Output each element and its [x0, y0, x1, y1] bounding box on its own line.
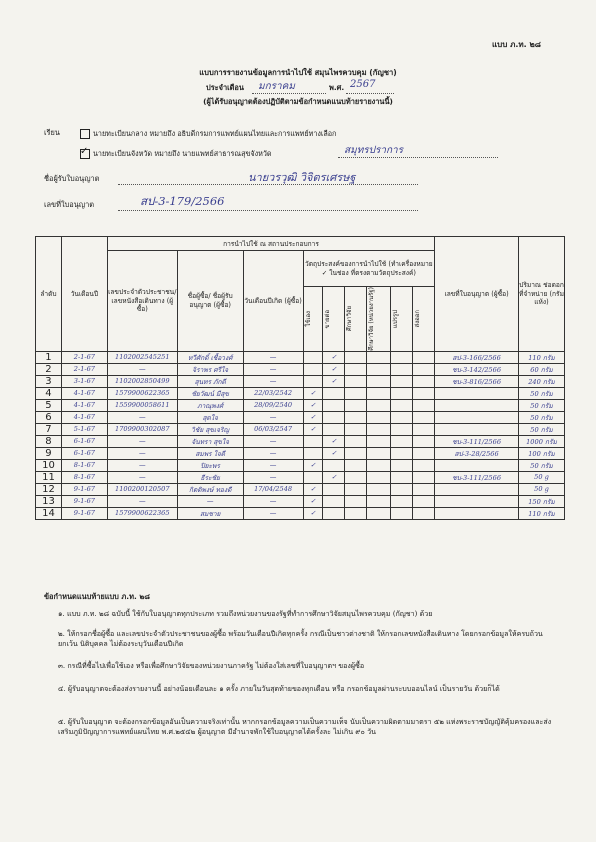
header-purpose-process: แปรรูป — [392, 309, 400, 328]
row-quantity[interactable]: 150 กรัม — [518, 495, 564, 507]
row-quantity[interactable]: 50 g — [518, 471, 564, 483]
row-number[interactable]: 11 — [36, 471, 62, 483]
row-quantity[interactable]: 110 กรัม — [518, 507, 564, 519]
row-date[interactable]: 6-1-67 — [61, 447, 107, 459]
row-birth-date[interactable]: — — [243, 351, 303, 363]
row-purpose-research[interactable] — [367, 363, 391, 375]
row-date[interactable]: 5-1-67 — [61, 423, 107, 435]
licensee-value: นายวรวุฒิ วิจิตรเศรษฐ — [248, 171, 356, 184]
row-purpose-sell[interactable] — [323, 423, 345, 435]
form-code: แบบ ภ.ท. ๒๘ — [492, 40, 541, 49]
row-purpose-research[interactable] — [367, 471, 391, 483]
row-purpose-study[interactable] — [345, 387, 367, 399]
row-number[interactable]: 1 — [36, 351, 62, 363]
header-purpose-use: ใช้เอง — [304, 311, 312, 327]
row-purpose-sell[interactable] — [323, 507, 345, 519]
row-id-card[interactable]: 1709900302087 — [107, 423, 177, 435]
row-id-card[interactable]: — — [107, 471, 177, 483]
licensee-label: ชื่อผู้รับใบอนุญาต — [44, 174, 100, 183]
row-birth-date[interactable]: 06/03/2547 — [243, 423, 303, 435]
header-buyer: ชื่อผู้ซื้อ/ ชื่อผู้รับอนุญาต (ผู้ซื้อ) — [177, 251, 243, 352]
row-purpose-sell[interactable] — [323, 483, 345, 495]
row-id-card[interactable]: 1579900622365 — [107, 507, 177, 519]
row-birth-date[interactable]: — — [243, 435, 303, 447]
row-purpose-sell[interactable]: ✓ — [323, 351, 345, 363]
row-purpose-study[interactable] — [345, 495, 367, 507]
row-purpose-process[interactable] — [391, 483, 413, 495]
row-purpose-use[interactable] — [303, 471, 323, 483]
row-number[interactable]: 8 — [36, 435, 62, 447]
row-id-card[interactable]: — — [107, 435, 177, 447]
row-license-no[interactable] — [435, 495, 519, 507]
row-purpose-research[interactable] — [367, 459, 391, 471]
row-purpose-use[interactable]: ✓ — [303, 399, 323, 411]
row-quantity[interactable]: 50 กรัม — [518, 459, 564, 471]
row-id-card[interactable]: 1102002545251 — [107, 351, 177, 363]
row-buyer-name[interactable]: จันทรา สุขใจ — [177, 435, 243, 447]
row-birth-date[interactable]: 22/03/2542 — [243, 387, 303, 399]
header-purpose-group: วัตถุประสงค์ของการนำไปใช้ (ทำเครื่องหมาย ✓ ในช่อง ที่ตรงตามวัตถุประสงค์) — [303, 251, 435, 287]
row-birth-date[interactable]: — — [243, 471, 303, 483]
row-buyer-name[interactable]: สุนทร ภักดี — [177, 375, 243, 387]
row-purpose-process[interactable] — [391, 435, 413, 447]
row-id-card[interactable]: — — [107, 459, 177, 471]
table-row — [36, 483, 565, 495]
row-purpose-sell[interactable]: ✓ — [323, 363, 345, 375]
province-field[interactable] — [338, 145, 498, 158]
row-purpose-sell[interactable]: ✓ — [323, 471, 345, 483]
month-value: มกราคม — [258, 81, 295, 92]
row-birth-date[interactable]: 17/04/2548 — [243, 483, 303, 495]
page-title: แบบการรายงานข้อมูลการนำไปใช้ สมุนไพรควบคุม (กัญชา) — [199, 68, 397, 77]
row-purpose-study[interactable] — [345, 447, 367, 459]
central-checkbox[interactable] — [80, 129, 90, 139]
header-purpose-export: ส่งออก — [414, 310, 422, 328]
table-row — [36, 435, 565, 447]
row-purpose-export[interactable] — [413, 483, 435, 495]
row-date[interactable]: 9-1-67 — [61, 483, 107, 495]
row-buyer-name[interactable]: ธีระชัย — [177, 471, 243, 483]
row-purpose-research[interactable] — [367, 507, 391, 519]
row-buyer-name[interactable]: สุดใจ — [177, 411, 243, 423]
month-field[interactable] — [252, 81, 326, 94]
row-purpose-export[interactable] — [413, 351, 435, 363]
row-purpose-use[interactable]: ✓ — [303, 483, 323, 495]
row-date[interactable]: 9-1-67 — [61, 507, 107, 519]
row-purpose-process[interactable] — [391, 507, 413, 519]
row-purpose-export[interactable] — [413, 387, 435, 399]
row-number[interactable]: 4 — [36, 387, 62, 399]
row-license-no[interactable] — [435, 411, 519, 423]
row-purpose-sell[interactable] — [323, 387, 345, 399]
row-buyer-name[interactable]: — — [177, 495, 243, 507]
row-purpose-export[interactable] — [413, 435, 435, 447]
row-number[interactable]: 14 — [36, 507, 62, 519]
row-purpose-process[interactable] — [391, 447, 413, 459]
note-1: ๑. แบบ ภ.ท. ๒๘ ฉบับนี้ ใช้กับใบอนุญาตทุกประเภท รวมถึงหน่วยงานของรัฐที่ทำการศึกษาวิจัยสมุนไพรควบคุม (กัญชา) ด้วย — [58, 609, 433, 618]
row-date[interactable]: 4-1-67 — [61, 411, 107, 423]
row-license-no[interactable]: ชบ-3-142/2566 — [435, 363, 519, 375]
registrar-province-option[interactable] — [80, 146, 272, 159]
row-quantity[interactable]: 50 กรัม — [518, 387, 564, 399]
row-purpose-use[interactable] — [303, 447, 323, 459]
row-number[interactable]: 13 — [36, 495, 62, 507]
table-row — [36, 423, 565, 435]
row-number[interactable]: 10 — [36, 459, 62, 471]
row-license-no[interactable] — [435, 507, 519, 519]
row-license-no[interactable] — [435, 459, 519, 471]
license-no-label: เลขที่ใบอนุญาต — [44, 200, 95, 209]
row-purpose-export[interactable] — [413, 411, 435, 423]
row-id-card[interactable]: 1559900058611 — [107, 399, 177, 411]
row-purpose-process[interactable] — [391, 495, 413, 507]
row-purpose-research[interactable] — [367, 351, 391, 363]
year-value: 2567 — [350, 79, 376, 90]
row-purpose-use[interactable]: ✓ — [303, 411, 323, 423]
row-license-no[interactable] — [435, 399, 519, 411]
row-purpose-study[interactable] — [345, 459, 367, 471]
row-number[interactable]: 9 — [36, 447, 62, 459]
row-birth-date[interactable]: 28/09/2540 — [243, 399, 303, 411]
row-quantity[interactable]: 60 กรัม — [518, 363, 564, 375]
table-row — [36, 471, 565, 483]
row-purpose-export[interactable] — [413, 399, 435, 411]
header-purpose-research: ศึกษาวิจัย (หน่วยงานรัฐ) — [368, 287, 376, 351]
table-row — [36, 447, 565, 459]
header-qty: ปริมาณ ช่อดอก ที่จำหน่าย (กรัมแห้ง) — [518, 237, 564, 352]
note-3: ๓. กรณีที่ซื้อไปเพื่อใช้เอง หรือเพื่อศึกษาวิจัยของหน่วยงานภาครัฐ ไม่ต้องใส่เลขที่ใบอนุญาตฯ ของผู้ซื้อ — [58, 661, 365, 670]
row-purpose-process[interactable] — [391, 387, 413, 399]
row-birth-date[interactable]: — — [243, 375, 303, 387]
row-license-no[interactable]: สป-3-28/2566 — [435, 447, 519, 459]
row-purpose-sell[interactable] — [323, 411, 345, 423]
row-license-no[interactable] — [435, 423, 519, 435]
row-purpose-research[interactable] — [367, 399, 391, 411]
row-license-no[interactable]: ชบ-3-111/2566 — [435, 471, 519, 483]
row-date[interactable]: 9-1-67 — [61, 495, 107, 507]
row-purpose-process[interactable] — [391, 363, 413, 375]
row-purpose-sell[interactable]: ✓ — [323, 435, 345, 447]
row-purpose-process[interactable] — [391, 471, 413, 483]
row-buyer-name[interactable]: ทวีศักดิ์ เชื้อวงศ์ — [177, 351, 243, 363]
row-buyer-name[interactable]: วิชัย สุขเจริญ — [177, 423, 243, 435]
notes-title: ข้อกำหนดแนบท้ายแบบ ภ.ท. ๒๘ — [44, 592, 150, 601]
row-date[interactable]: 4-1-67 — [61, 387, 107, 399]
row-purpose-research[interactable] — [367, 411, 391, 423]
row-purpose-use[interactable] — [303, 435, 323, 447]
row-buyer-name[interactable]: ปิยะพร — [177, 459, 243, 471]
row-purpose-sell[interactable]: ✓ — [323, 447, 345, 459]
month-label: ประจำเดือน — [206, 83, 244, 92]
row-purpose-use[interactable]: ✓ — [303, 387, 323, 399]
row-buyer-name[interactable]: สมพร ใจดี — [177, 447, 243, 459]
row-license-no[interactable] — [435, 387, 519, 399]
row-birth-date[interactable]: — — [243, 411, 303, 423]
row-quantity[interactable]: 100 กรัม — [518, 447, 564, 459]
table-row — [36, 459, 565, 471]
row-date[interactable]: 8-1-67 — [61, 459, 107, 471]
row-quantity[interactable]: 240 กรัม — [518, 375, 564, 387]
row-purpose-use[interactable]: ✓ — [303, 495, 323, 507]
row-purpose-use[interactable]: ✓ — [303, 459, 323, 471]
row-purpose-export[interactable] — [413, 471, 435, 483]
province-value: สมุทรปราการ — [344, 145, 404, 156]
row-number[interactable]: 5 — [36, 399, 62, 411]
row-purpose-process[interactable] — [391, 375, 413, 387]
row-id-card[interactable]: 1102002850499 — [107, 375, 177, 387]
row-number[interactable]: 6 — [36, 411, 62, 423]
row-quantity[interactable]: 50 g — [518, 483, 564, 495]
row-purpose-process[interactable] — [391, 351, 413, 363]
row-id-card[interactable]: — — [107, 447, 177, 459]
row-buyer-name[interactable]: สมชาย — [177, 507, 243, 519]
row-buyer-name[interactable]: จิราพร ศรีใจ — [177, 363, 243, 375]
row-quantity[interactable]: 50 กรัม — [518, 423, 564, 435]
row-purpose-research[interactable] — [367, 435, 391, 447]
header-birth: วันเดือนปีเกิด (ผู้ซื้อ) — [243, 251, 303, 352]
row-purpose-use[interactable]: ✓ — [303, 423, 323, 435]
row-purpose-export[interactable] — [413, 507, 435, 519]
row-purpose-study[interactable] — [345, 471, 367, 483]
note-2: ๒. ให้กรอกชื่อผู้ซื้อ และเลขประจำตัวประชาชนของผู้ซื้อ พร้อมวันเดือนปีเกิดทุกครั้ง กรณีเป็นชาวต่างชาติ ให้กรอกเลขหนังสือเดินทาง โดยกรอกข้อมูลให้ครบถ้วน ยกเว้น นิติบุคคล ไม่ต้องระบุวันเดือนปีเกิด — [58, 629, 543, 648]
row-date[interactable]: 3-1-67 — [61, 375, 107, 387]
row-purpose-sell[interactable]: ✓ — [323, 375, 345, 387]
row-date[interactable]: 4-1-67 — [61, 399, 107, 411]
row-purpose-study[interactable] — [345, 483, 367, 495]
row-license-no[interactable]: ชบ-3-111/2566 — [435, 435, 519, 447]
header-order: ลำดับ — [36, 237, 62, 352]
usage-table — [35, 236, 565, 520]
province-option-label: นายทะเบียนจังหวัด หมายถึง นายแพทย์สาธารณสุขจังหวัด — [93, 149, 272, 158]
row-date[interactable]: 2-1-67 — [61, 363, 107, 375]
row-birth-date[interactable]: — — [243, 459, 303, 471]
row-purpose-research[interactable] — [367, 447, 391, 459]
row-id-card[interactable]: — — [107, 363, 177, 375]
row-quantity[interactable]: 50 กรัม — [518, 399, 564, 411]
row-purpose-sell[interactable] — [323, 399, 345, 411]
central-option-label: นายทะเบียนกลาง หมายถึง อธิบดีกรมการแพทย์แผนไทยและการแพทย์ทางเลือก — [93, 129, 337, 138]
row-purpose-study[interactable] — [345, 375, 367, 387]
licensee-field[interactable] — [118, 171, 418, 185]
row-purpose-study[interactable] — [345, 435, 367, 447]
row-purpose-research[interactable] — [367, 423, 391, 435]
header-date: วันเดือนปี — [61, 237, 107, 352]
row-purpose-export[interactable] — [413, 423, 435, 435]
row-purpose-process[interactable] — [391, 459, 413, 471]
check-mark-icon: ✓ — [80, 146, 89, 157]
header-purpose-sell: ขายต่อ — [324, 309, 332, 329]
row-purpose-sell[interactable] — [323, 459, 345, 471]
row-purpose-export[interactable] — [413, 447, 435, 459]
row-buyer-name[interactable]: กิตติพงษ์ ทองดี — [177, 483, 243, 495]
row-purpose-use[interactable] — [303, 351, 323, 363]
registrar-central-option[interactable] — [80, 129, 336, 139]
row-purpose-study[interactable] — [345, 411, 367, 423]
license-no-value: สป-3-179/2566 — [140, 194, 225, 208]
row-id-card[interactable]: 1579900622365 — [107, 387, 177, 399]
row-quantity[interactable]: 110 กรัม — [518, 351, 564, 363]
row-birth-date[interactable]: — — [243, 447, 303, 459]
row-buyer-name[interactable]: ชัยวัฒน์ มีสุข — [177, 387, 243, 399]
row-license-no[interactable]: สป-3-166/2566 — [435, 351, 519, 363]
to-label: เรียน — [44, 128, 60, 137]
row-id-card[interactable]: — — [107, 411, 177, 423]
row-purpose-process[interactable] — [391, 411, 413, 423]
row-purpose-research[interactable] — [367, 495, 391, 507]
subtitle: (ผู้ได้รับอนุญาตต้องปฏิบัติตามข้อกำหนดแนบท้ายรายงานนี้) — [203, 97, 393, 106]
row-purpose-study[interactable] — [345, 423, 367, 435]
table-row — [36, 351, 565, 363]
header-purpose-study: ศึกษาวิจัย — [346, 306, 354, 332]
table-row — [36, 399, 565, 411]
note-4: ๔. ผู้รับอนุญาตจะต้องส่งรายงานนี้ อย่างน้อยเดือนละ ๑ ครั้ง ภายในวันสุดท้ายของทุกเดือน หรือ กรอกข้อมูลผ่านระบบออนไลน์ เป็นรายวัน ด้วยก็ได้ — [58, 684, 500, 693]
row-date[interactable]: 8-1-67 — [61, 471, 107, 483]
row-number[interactable]: 7 — [36, 423, 62, 435]
row-purpose-export[interactable] — [413, 363, 435, 375]
row-date[interactable]: 2-1-67 — [61, 351, 107, 363]
row-license-no[interactable]: ชบ-3-816/2566 — [435, 375, 519, 387]
row-purpose-sell[interactable] — [323, 495, 345, 507]
row-purpose-process[interactable] — [391, 399, 413, 411]
row-purpose-process[interactable] — [391, 423, 413, 435]
row-id-card[interactable]: 1100200120507 — [107, 483, 177, 495]
row-purpose-export[interactable] — [413, 459, 435, 471]
row-number[interactable]: 12 — [36, 483, 62, 495]
row-purpose-research[interactable] — [367, 375, 391, 387]
table-row — [36, 363, 565, 375]
row-purpose-use[interactable]: ✓ — [303, 507, 323, 519]
table-row — [36, 387, 565, 399]
note-5: ๕. ผู้รับใบอนุญาต จะต้องกรอกข้อมูลอันเป็นความจริงเท่านั้น หากกรอกข้อมูลความเป็นความเท็จ นับเป็นความผิดตามมาตรา ๕๒ แห่งพระราชบัญญัติคุ้มครองและส่งเสริมภูมิปัญญาการแพทย์แผนไทย พ.ศ.๒๕๔๒ ผู้อนุญาต มีอำนาจพักใช้ใบอนุญาตได้ครั้งละ ไม่เกิน ๙๐ วัน — [58, 717, 552, 736]
row-purpose-export[interactable] — [413, 375, 435, 387]
row-purpose-study[interactable] — [345, 351, 367, 363]
table-row — [36, 375, 565, 387]
row-date[interactable]: 6-1-67 — [61, 435, 107, 447]
row-purpose-study[interactable] — [345, 363, 367, 375]
year-label: พ.ศ. — [329, 83, 345, 92]
province-checkbox[interactable] — [80, 146, 90, 159]
year-field[interactable] — [346, 79, 394, 94]
row-purpose-use[interactable] — [303, 363, 323, 375]
header-id-card: เลขประจำตัวประชาชน/ เลขหนังสือเดินทาง (ผู้ซื้อ) — [107, 251, 177, 352]
row-birth-date[interactable]: — — [243, 363, 303, 375]
table-row — [36, 411, 565, 423]
row-purpose-study[interactable] — [345, 507, 367, 519]
row-buyer-name[interactable]: ภาณุพงศ์ — [177, 399, 243, 411]
row-number[interactable]: 3 — [36, 375, 62, 387]
row-purpose-use[interactable] — [303, 375, 323, 387]
row-purpose-research[interactable] — [367, 387, 391, 399]
row-purpose-research[interactable] — [367, 483, 391, 495]
row-purpose-export[interactable] — [413, 495, 435, 507]
row-birth-date[interactable]: — — [243, 507, 303, 519]
row-license-no[interactable] — [435, 483, 519, 495]
header-license: เลขที่ใบอนุญาต (ผู้ซื้อ) — [435, 237, 519, 352]
row-id-card[interactable]: — — [107, 495, 177, 507]
row-quantity[interactable]: 50 กรัม — [518, 411, 564, 423]
row-number[interactable]: 2 — [36, 363, 62, 375]
table-row — [36, 495, 565, 507]
header-usage-group: การนำไปใช้ ณ สถานประกอบการ — [107, 237, 434, 251]
table-row — [36, 507, 565, 519]
license-no-field[interactable] — [118, 194, 418, 211]
row-purpose-study[interactable] — [345, 399, 367, 411]
row-quantity[interactable]: 1000 กรัม — [518, 435, 564, 447]
row-birth-date[interactable]: — — [243, 495, 303, 507]
